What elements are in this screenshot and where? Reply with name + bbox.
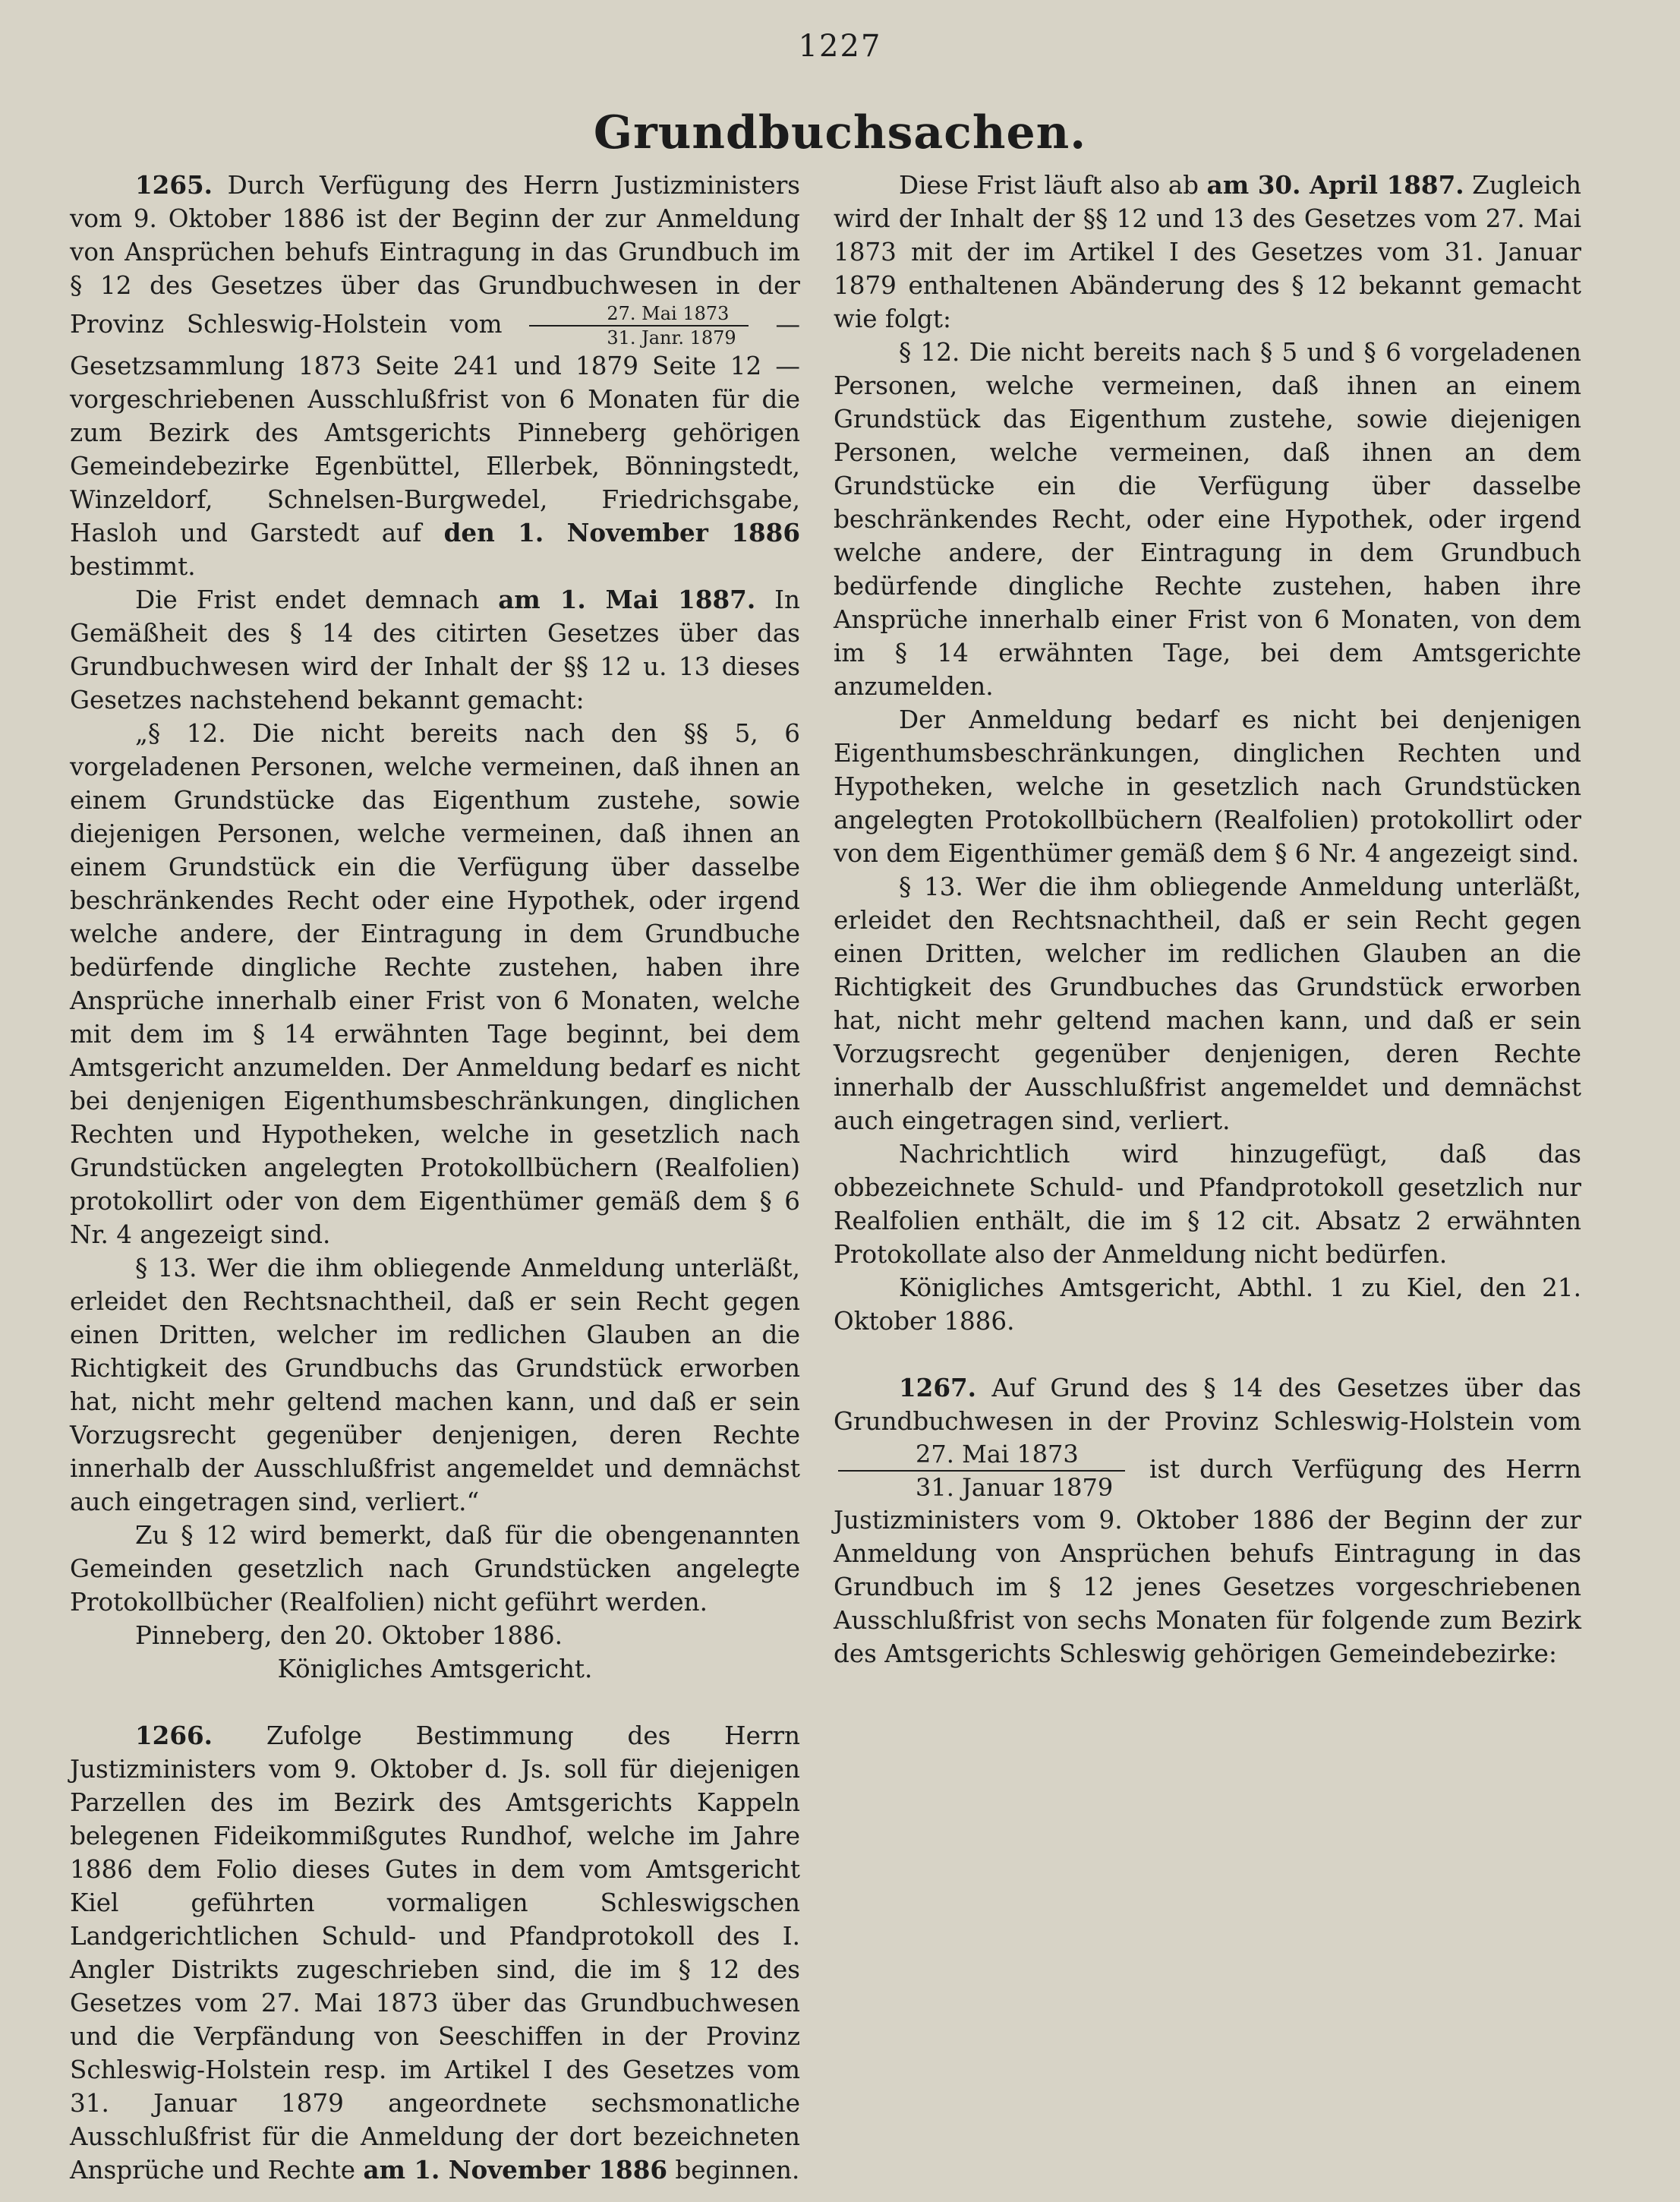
date-fraction [838, 1438, 1125, 1503]
entry-1266-continued [834, 169, 1581, 1338]
highlighted-date: am 1. Mai 1887. [498, 585, 756, 614]
entry-text: beginnen. [675, 2156, 800, 2185]
fraction-numerator: 27. Mai 1873 [838, 1438, 1125, 1472]
entry-text: Zufolge Bestimmung des Herrn Justizministers vom 9. Oktober d. Js. soll für diejenigen Parzellen des im Bezirk des Amtsgerichts Kappeln belegenen Fideikommißgutes Rundhof, welche im Jahre 1886 dem Folio dieses Gutes in dem vom Amtsgericht Kiel geführten vormaligen Schleswigschen Landgerichtlichen Schuld- und Pfandprotokoll des I. Angler Distrikts zugeschrieben sind, die im § 12 des Gesetzes vom 27. Mai 1873 über das Grundbuchwesen und die Verpfändung von Seeschiffen in der Provinz Schleswig-Holstein resp. im Artikel I des Gesetzes vom 31. Januar 1879 angeordnete sechsmonatliche Ausschlußfrist für die Anmeldung der dort bezeichneten Ansprüche und Rechte [70, 1721, 800, 2185]
entry-number: 1266. [135, 1721, 213, 1750]
entry-number: 1267. [899, 1373, 977, 1402]
entry-text: — Gesetzsammlung 1873 Seite 241 und 1879 Seite 12 — vorgeschriebenen Ausschlußfrist von 6 Monaten für die zum Bezirk des Amtsgerichts Pinneberg gehörigen Gemeindebezirke Egenbüttel, Ellerbek, Bönningstedt, Winzeldorf, Schnelsen-Burgwedel, Friedrichsgabe, Hasloh und Garstedt auf [70, 310, 801, 547]
entry-1265 [70, 169, 800, 1686]
fraction-denominator: 31. Janr. 1879 [607, 327, 736, 349]
entry-1266-paragraph-5: § 13. Wer die ihm obliegende Anmeldung unterläßt, erleidet den Rechtsnachtheil, daß er sein Recht gegen einen Dritten, welcher im redlichen Glauben an die Richtigkeit des Grundbuches das Grundstück erworben hat, nicht mehr geltend machen kann, und daß er sein Vorzugsrecht gegenüber denjenigen, deren Rechte innerhalb der Ausschlußfrist angemeldet und demnächst auch eingetragen sind, verliert. [834, 872, 1581, 1135]
entry-text: Die Frist endet demnach [135, 585, 480, 614]
entry-1266-paragraph-6: Nachrichtlich wird hinzugefügt, daß das obbezeichnete Schuld- und Pfandprotokoll gesetzlich nur Realfolien enthält, die im § 12 cit. Absatz 2 erwähnten Protokollate also der Anmeldung nicht bedürfen. [834, 1140, 1581, 1269]
entry-text: Zugleich wird der Inhalt der §§ 12 und 13 des Gesetzes vom 27. Mai 1873 mit der im Artikel I des Gesetzes vom 31. Januar 1879 enthaltenen Abänderung des § 12 bekannt gemacht wie folgt: [834, 171, 1581, 333]
entry-1265-paragraph-4: § 13. Wer die ihm obliegende Anmeldung unterläßt, erleidet den Rechtsnachtheil, daß er sein Recht gegen einen Dritten, welcher im redlichen Glauben an die Richtigkeit des Grundbuchs das Grundstück erworben hat, nicht mehr geltend machen kann, und daß er sein Vorzugsrecht gegenüber denjenigen, deren Rechte innerhalb der Ausschlußfrist angemeldet und demnächst auch eingetragen sind, verliert.“ [70, 1254, 800, 1516]
highlighted-date: den 1. November 1886 [443, 518, 800, 547]
entry-1266-paragraph-1 [70, 1719, 800, 2187]
entry-text: ist durch Verfügung des Herrn Justizministers vom 9. Oktober 1886 der Beginn der zur Anmeldung von Ansprüchen behufs Eintragung in das Grundbuch im § 12 jenes Gesetzes vorgeschriebenen Ausschlußfrist von sechs Monaten für folgende zum Bezirk des Amtsgerichts Schleswig gehörigen Gemeindebezirke: [834, 1455, 1582, 1668]
entry-text: bestimmt. [70, 552, 196, 581]
date-fraction [529, 302, 748, 349]
entry-1266-signature: Königliches Amtsgericht, Abthl. 1 zu Kiel, den 21. Oktober 1886. [834, 1273, 1581, 1336]
entry-1265-paragraph-5: Zu § 12 wird bemerkt, daß für die obengenannten Gemeinden gesetzlich nach Grundstücken angelegte Protokollbücher (Realfolien) nicht geführt werden. [70, 1521, 800, 1617]
entry-1267 [834, 1371, 1581, 1670]
fraction-numerator: 27. Mai 1873 [529, 302, 748, 327]
highlighted-date: am 30. April 1887. [1206, 170, 1464, 200]
section-title: Grundbuchsachen. [593, 106, 1087, 159]
entry-1266-paragraph-3: § 12. Die nicht bereits nach § 5 und § 6 vorgeladenen Personen, welche vermeinen, daß ihnen an einem Grundstück das Eigenthum zustehe, sowie diejenigen Personen, welche vermeinen, daß ihnen an dem Grundstücke ein die Verfügung über dasselbe beschränkendes Recht, oder eine Hypothek, oder irgend welche andere, der Eintragung in dem Grundbuch bedürfende dingliche Rechte zustehen, haben ihre Ansprüche innerhalb einer Frist von 6 Monaten, von dem im § 14 erwähnten Tage, bei dem Amtsgerichte anzumelden. [834, 338, 1581, 701]
entry-text: In Gemäßheit des § 14 des citirten Gesetzes über das Grundbuchwesen wird der Inhalt der §§ 12 u. 13 dieses Gesetzes nachstehend bekannt gemacht: [70, 585, 800, 715]
entry-text: Durch Verfügung des Herrn Justizministers vom 9. Oktober 1886 ist der Beginn der zur Anmeldung von Ansprüchen behufs Eintragung in das Grundbuch im § 12 des Gesetzes über das Grundbuchwesen in der Provinz Schleswig-Holstein vom [70, 171, 801, 339]
entry-1266-paragraph-4: Der Anmeldung bedarf es nicht bei denjenigen Eigenthumsbeschränkungen, dinglichen Rechten und Hypotheken, welche in gesetzlich nach Grundstücken angelegten Protokollbüchern (Realfolien) protokollirt oder von dem Eigenthümer gemäß dem § 6 Nr. 4 angezeigt sind. [834, 705, 1581, 868]
entry-1265-paragraph-3: „§ 12. Die nicht bereits nach den §§ 5, 6 vorgeladenen Personen, welche vermeinen, daß ihnen an einem Grundstücke das Eigenthum zustehe, sowie diejenigen Personen, welche vermeinen, daß ihnen an einem Grundstück ein die Verfügung über dasselbe beschränkendes Recht oder eine Hypothek, oder irgend welche andere, der Eintragung in dem Grundbuche bedürfende dingliche Rechte zustehen, haben ihre Ansprüche innerhalb einer Frist von 6 Monaten, welche mit dem im § 14 erwähnten Tage beginnt, bei dem Amtsgericht anzumelden. Der Anmeldung bedarf es nicht bei denjenigen Eigenthumsbeschränkungen, dinglichen Rechten und Hypotheken, welche in gesetzlich nach Grundstücken angelegten Protokollbüchern (Realfolien) protokollirt oder von dem Eigenthümer gemäß dem § 6 Nr. 4 angezeigt sind. [70, 719, 800, 1249]
entry-text: Auf Grund des § 14 des Gesetzes über das Grundbuchwesen in der Provinz Schleswig-Holstein vom [834, 1374, 1581, 1436]
fraction-denominator: 31. Januar 1879 [916, 1473, 1114, 1502]
left-column [70, 169, 800, 2187]
entry-1265-paragraph-1 [70, 169, 800, 583]
entry-1266-paragraph-2 [834, 169, 1581, 336]
right-column [834, 169, 1581, 1670]
entry-gap [834, 1338, 1581, 1371]
entry-1266-start [70, 1719, 800, 2187]
entry-1265-signature: Königliches Amtsgericht. [277, 1655, 593, 1683]
entry-text: Diese Frist läuft also ab [899, 171, 1199, 200]
entry-number: 1265. [135, 170, 213, 200]
entry-1265-place-date: Pinneberg, den 20. Oktober 1886. [135, 1621, 563, 1650]
highlighted-date: am 1. November 1886 [363, 2155, 668, 2185]
entry-1265-paragraph-2 [70, 583, 800, 717]
page-number: 1227 [798, 29, 882, 64]
entry-gap [70, 1686, 800, 1719]
entry-1267-paragraph-1 [834, 1371, 1581, 1670]
